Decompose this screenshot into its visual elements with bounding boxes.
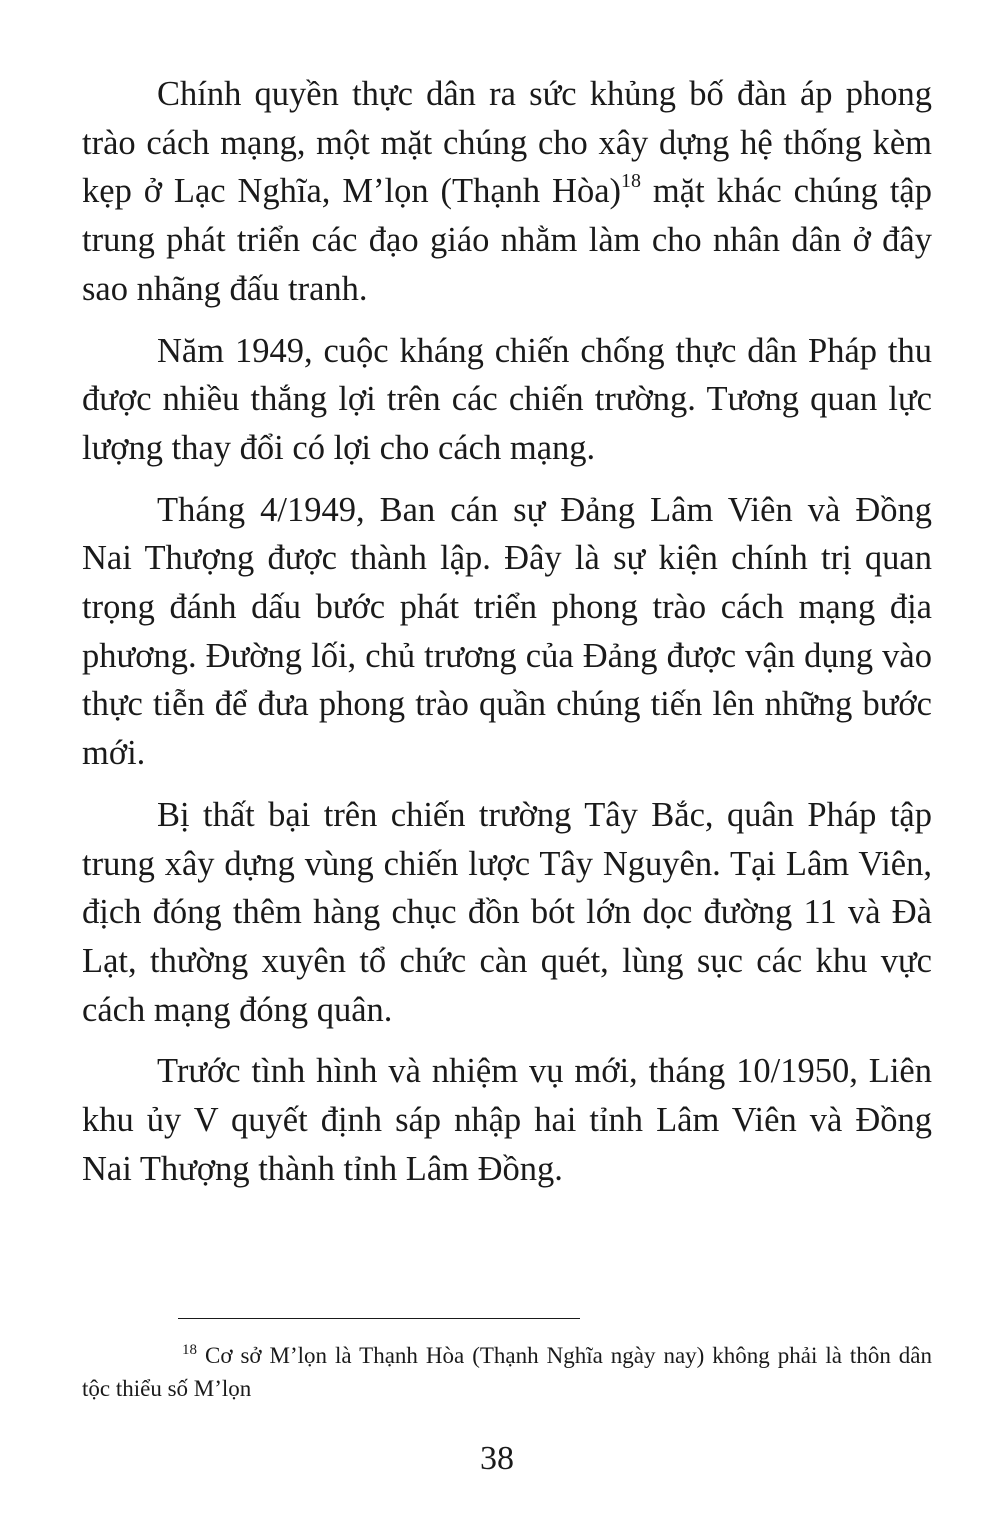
page-number: 38: [480, 1440, 514, 1477]
footnote-number: 18: [182, 1342, 197, 1358]
paragraph-2: Năm 1949, cuộc kháng chiến chống thực dân Pháp thu được nhiều thắng lợi trên các chiến trường. Tương quan lực lượng thay đổi có lợi cho cách mạng.: [82, 331, 932, 467]
paragraph-3: Tháng 4/1949, Ban cán sự Đảng Lâm Viên và Đồng Nai Thượng được thành lập. Đây là sự kiện chính trị quan trọng đánh dấu bước phát triển phong trào cách mạng địa phương. Đường lối, chủ trương của Đảng được vận dụng vào thực tiễn để đưa phong trào quần chúng tiến lên những bước mới.: [82, 490, 932, 773]
footnote: [82, 1339, 932, 1405]
paragraph-4: Bị thất bại trên chiến trường Tây Bắc, quân Pháp tập trung xây dựng vùng chiến lược Tây Nguyên. Tại Lâm Viên, địch đóng thêm hàng chục đồn bót lớn dọc đường 11 và Đà Lạt, thường xuyên tổ chức càn quét, lùng sục các khu vực cách mạng đóng quân.: [82, 795, 932, 1029]
paragraph-1: [82, 70, 932, 314]
paragraph-1-text: Chính quyền thực dân ra sức khủng bố đàn áp phong trào cách mạng, một mặt chúng cho xây dựng hệ thống kèm kẹp ở Lạc Nghĩa, M’lọn (Thạnh Hòa): [82, 75, 932, 211]
footnote-text: Cơ sở M’lọn là Thạnh Hòa (Thạnh Nghĩa ngày nay) không phải là thôn dân tộc thiểu số M’lọn: [82, 1343, 932, 1401]
footnote-divider: [178, 1318, 580, 1319]
paragraph-5: Trước tình hình và nhiệm vụ mới, tháng 10/1950, Liên khu ủy V quyết định sáp nhập hai tỉnh Lâm Viên và Đồng Nai Thượng thành tỉnh Lâm Đồng.: [82, 1052, 932, 1188]
footnote-reference[interactable]: 18: [621, 170, 642, 193]
page-body: [82, 70, 932, 1206]
paragraph-1-text-continued: mặt khác chúng tập trung phát triển các đạo giáo nhằm làm cho nhân dân ở đây sao nhãng đấu tranh.: [82, 172, 932, 308]
